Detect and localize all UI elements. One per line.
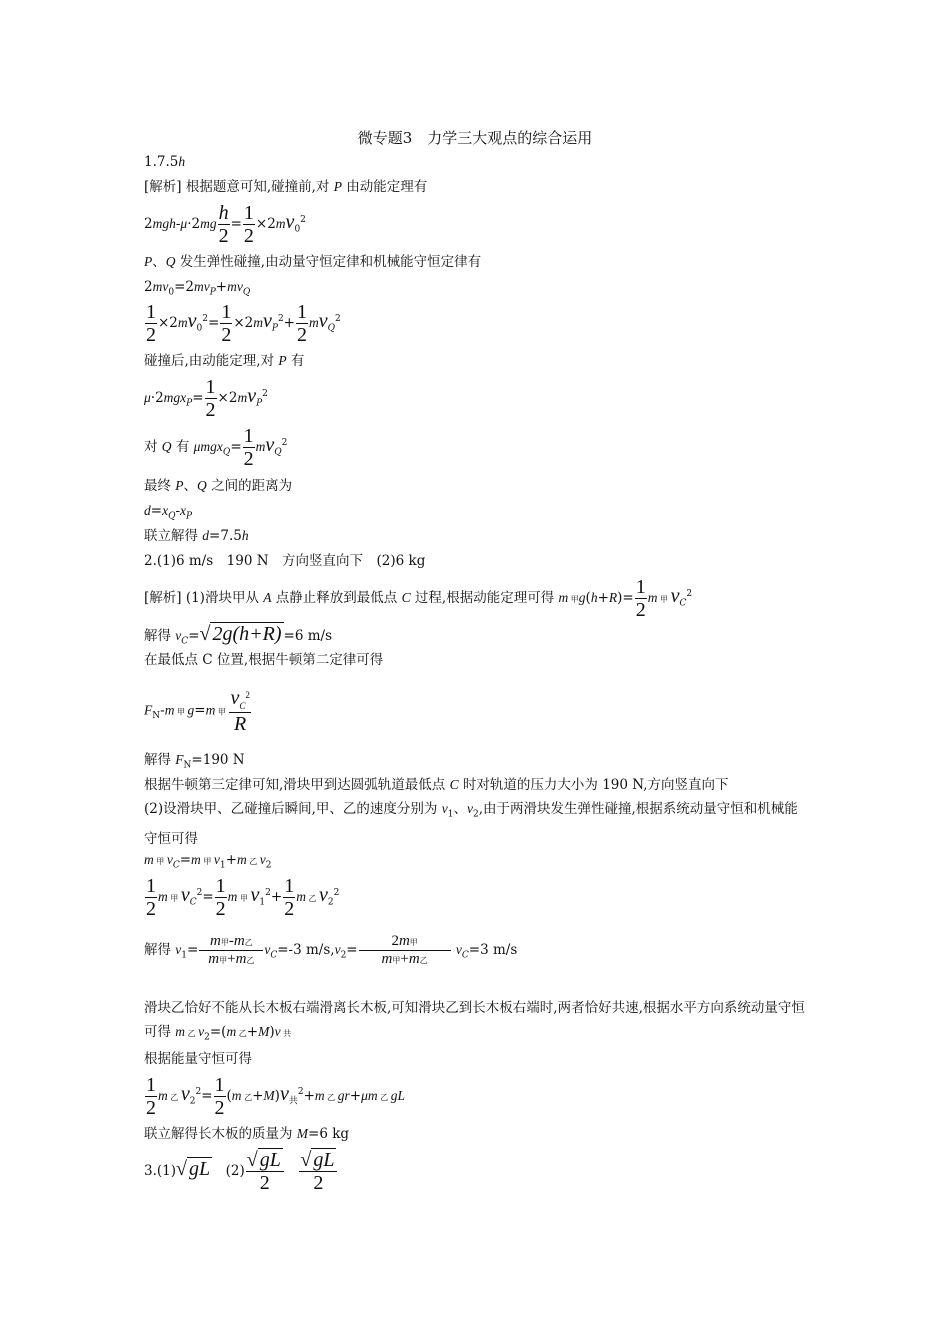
collision-text: P、Q 发生弹性碰撞,由动量守恒定律和机械能守恒定律有	[144, 254, 482, 270]
equation-1: 2mgh-μ·2mg $\frac{h}{2}$ = $\frac{1}{2}$ $\times 2mv_0^2$	[144, 202, 306, 247]
page-title: 微专题3 力学三大观点的综合运用	[357, 129, 593, 147]
newton-equation: $F_N-m$ 甲 g=m 甲 $\frac{v_C^2}{R}$	[144, 687, 250, 735]
vc-result: 解得 $v_C=√$ 2g(h+R) =6 m/s	[144, 623, 333, 647]
lowest-point-text: 在最低点 C 位置,根据牛顿第二定律可得	[144, 652, 384, 668]
equation-2: $2mv_0=2mv_P+mv_Q$	[144, 279, 251, 298]
third-law-text: 根据牛顿第三定律可知,滑块甲到达圆弧轨道最低点 C 时对轨道的压力大小为 190 N,方向竖直向下	[144, 777, 729, 793]
mass-result: 联立解得长木板的质量为 M=6 kg	[144, 1126, 350, 1142]
analysis-2-intro: [解析] (1)滑块甲从 A 点静止释放到最低点 C 过程,根据动能定理可得 m 甲g(h+R)= $\frac{1}{2}$ m 甲 $v_C^2$	[144, 576, 693, 621]
velocity-solution: 解得 $v_1=$ $\frac{\text{m甲-m乙}}{\text{m甲+m乙}}$ $v_C=-3$ $m/s,v_2=$ $\frac{\text{2m甲}}{\text{m甲+m乙}}$ $v_C=3$ m/s	[144, 933, 518, 967]
analysis-1-intro: [解析] 根据题意可知,碰撞前,对 P 由动能定理有	[144, 179, 428, 195]
equation-3: $\frac{1}{2}$ $\times 2mv_0^2=$ $\frac{1}{2}$ $\times 2mv_P^2+$ $\frac{1}{2}$ $mv_Q^2$	[146, 301, 341, 346]
momentum-equation: m 甲 $v_C=m$ 甲 $v_1+m$ 乙 $v_2$	[144, 852, 272, 871]
board-text: 滑块乙恰好不能从长木板右端滑离长木板,可知滑块乙到长木板右端时,两者恰好共速,根据水平方向系统动量守恒可得 m 乙 $v_2=(m$ 乙+M)v 共	[144, 1000, 805, 1043]
equation-4: μ·2mgx$_P$= $\frac{1}{2}$ $\times 2mv_P^2$	[144, 376, 268, 421]
fn-result: 解得 $F_N=190$ N	[144, 752, 245, 771]
energy-equation: $\frac{1}{2}$ m 甲 $v_C^2=$ $\frac{1}{2}$ m 甲 $v_1^2+$ $\frac{1}{2}$ m 乙 $v_2^2$	[146, 875, 340, 920]
answer-3: 3.(1)√ gL (2) $\frac{√ gL}{2}$ $\frac{√ gL}{2}$	[144, 1150, 338, 1193]
distance-text: 最终 P、Q 之间的距离为	[144, 478, 293, 494]
energy-conservation-equation: $\frac{1}{2}$ m 乙 $v_2^2=$ $\frac{1}{2}$ (m 乙$+M)v_共^2+m$ 乙 gr+μm 乙 gL	[146, 1074, 405, 1119]
result-1: 联立解得 d=7.5h	[144, 528, 249, 544]
energy-conservation-text: 根据能量守恒可得	[144, 1051, 252, 1067]
after-collision: 碰撞后,由动能定理,对 P 有	[144, 353, 305, 369]
equation-5: 对 Q 有 μmgx$_Q$= $\frac{1}{2}$ $mv_Q^2$	[144, 425, 288, 470]
equation-6: $d=x_Q-x_P$	[144, 503, 193, 522]
answer-1: 1.7.5h	[144, 154, 186, 170]
part-2-text: (2)设滑块甲、乙碰撞后瞬间,甲、乙的速度分别为 $v_1$、$v_2$,由于两滑块发生弹性碰撞,根据系统动量守恒和机械能守恒可得	[144, 801, 798, 847]
answer-2: 2.(1)6 m/s 190 N 方向竖直向下 (2)6 kg	[144, 553, 426, 569]
